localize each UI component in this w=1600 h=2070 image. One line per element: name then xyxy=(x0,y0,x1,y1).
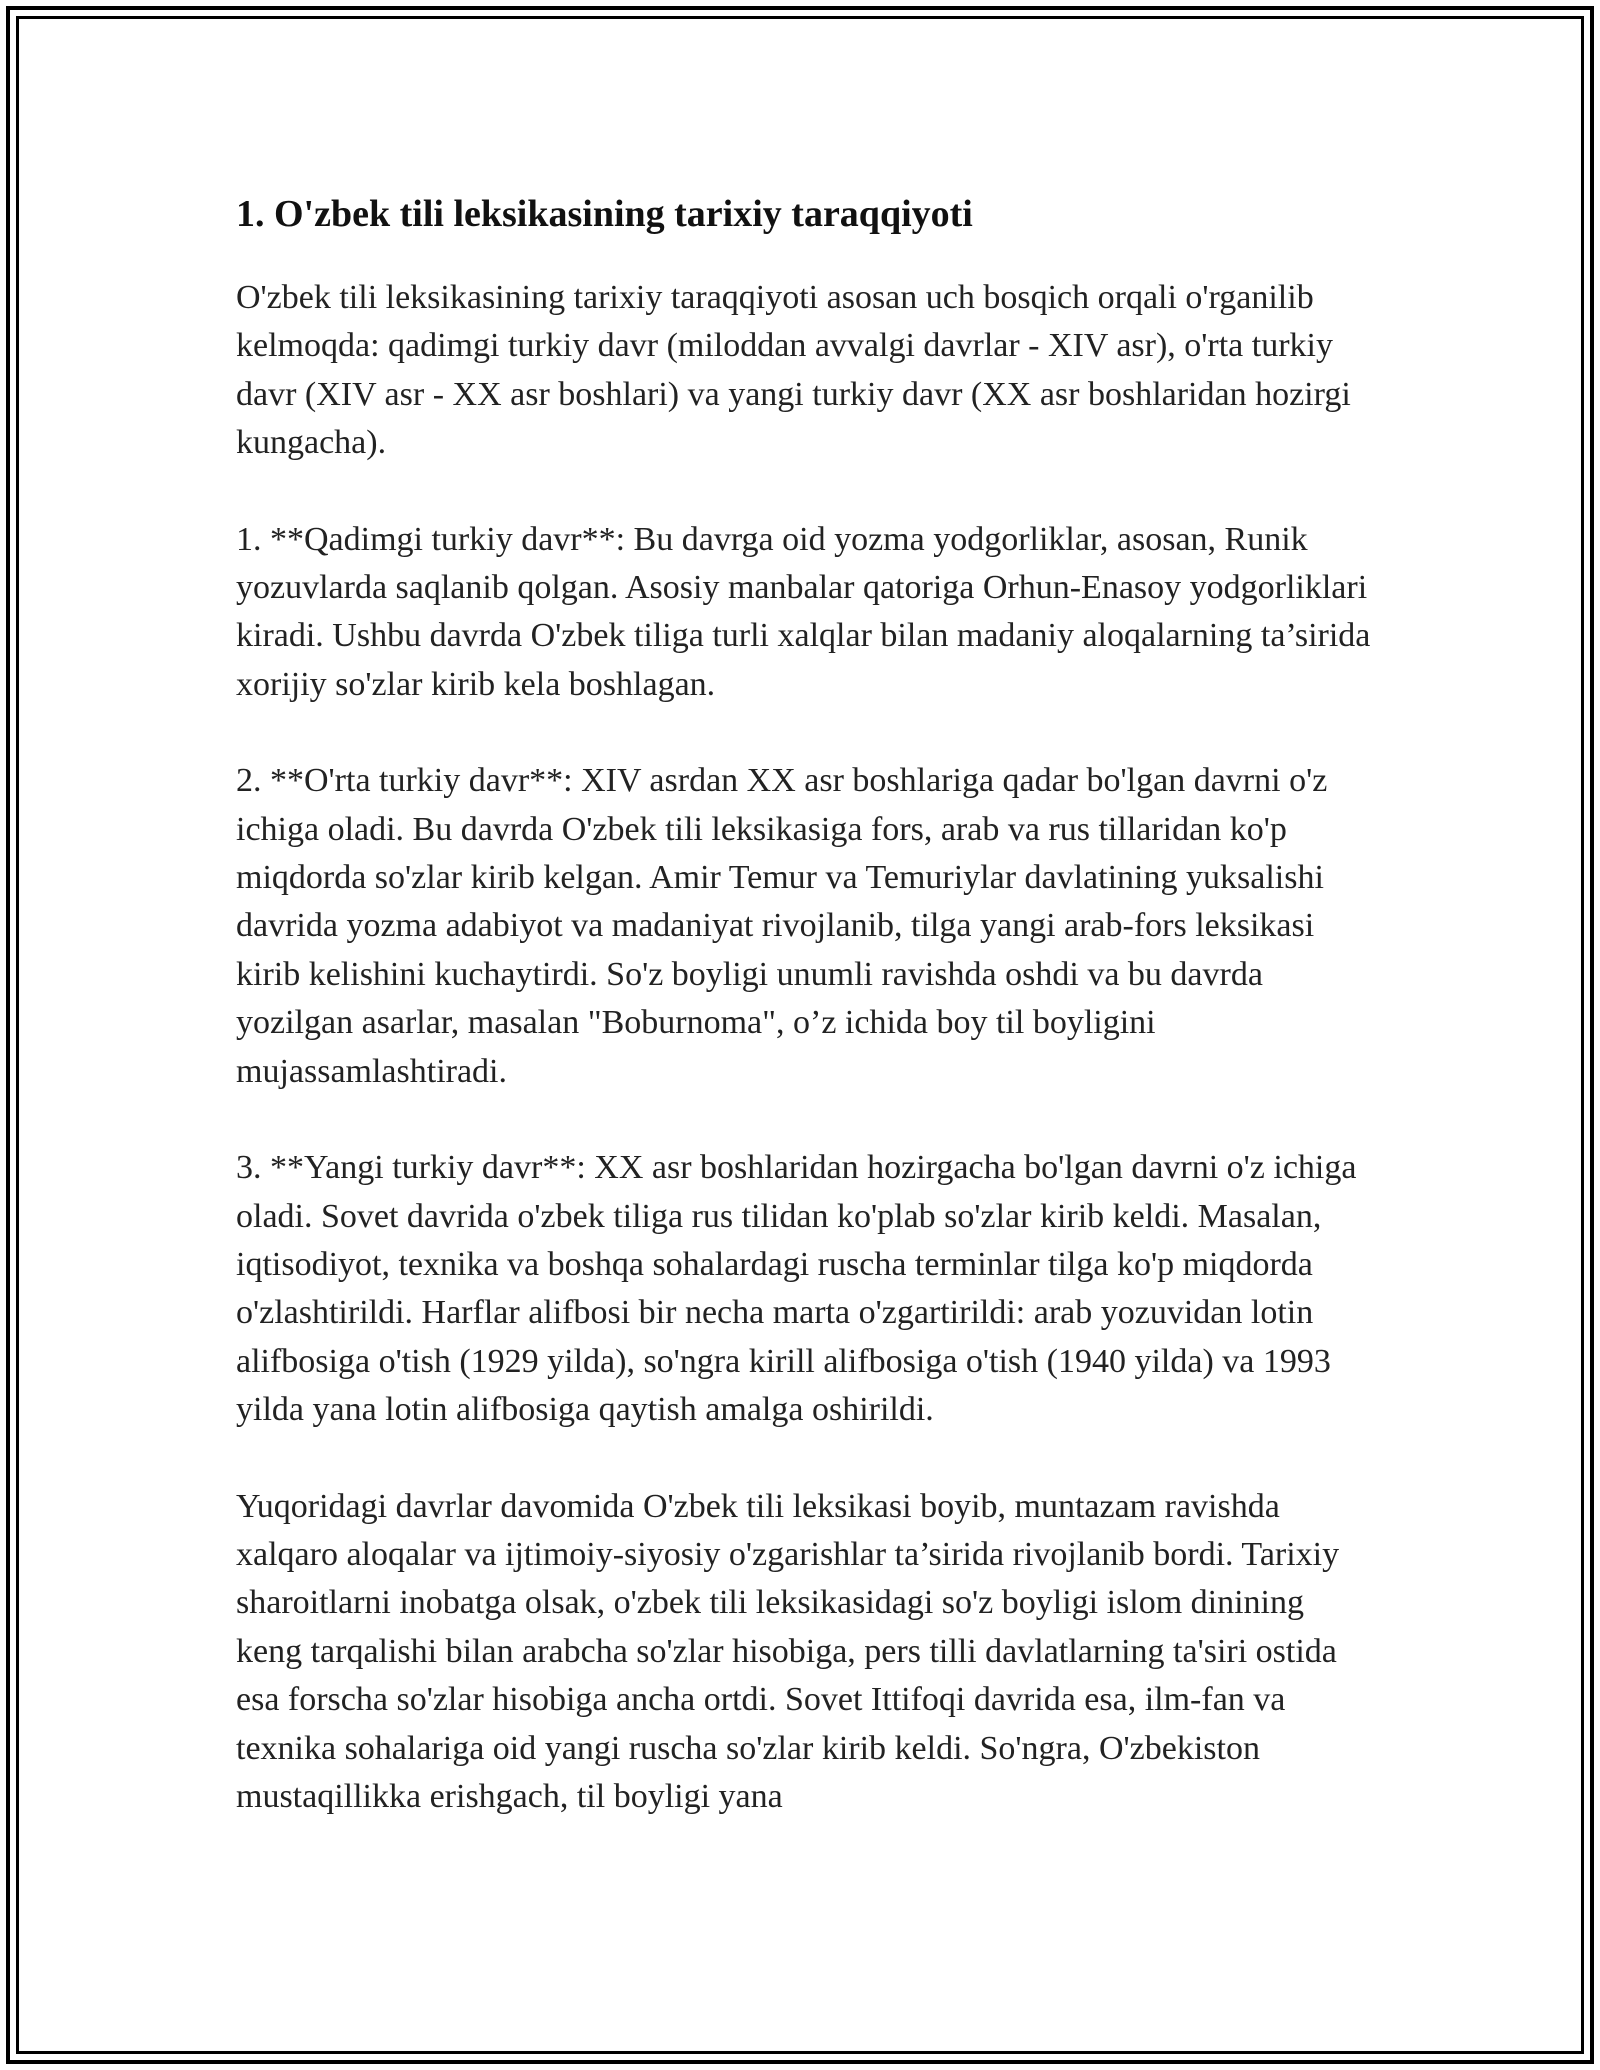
middle-period-paragraph: 2. **O'rta turkiy davr**: XIV asrdan XX asr boshlariga qadar bo'lgan davrni o'z ichiga oladi. Bu davrda O'zbek tili leksikasiga fors, arab va rus tillaridan ko'p miqdorda so'zlar kirib kelgan. Amir Temur va Temuriylar davlatining yuksalishi davrida yozma adabiyot va madaniyat rivojlanib, tilga yangi arab-fors leksikasi kirib kelishini kuchaytirdi. So'z boyligi unumli ravishda oshdi va bu davrda yozilgan asarlar, masalan "Boburnoma", o’z ichida boy til boyligini mujassamlashtiradi. xyxy=(236,762,1328,1090)
document-title: 1. O'zbek tili leksikasining tarixiy taraqqiyoti xyxy=(236,193,973,235)
intro-paragraph: O'zbek tili leksikasining tarixiy taraqqiyoti asosan uch bosqich orqali o'rganilib kelmoqda: qadimgi turkiy davr (miloddan avvalgi davrlar - XIV asr), o'rta turkiy davr (XIV asr - XX asr boshlari) va yangi turkiy davr (XX asr boshlaridan hozirgi kungacha). xyxy=(236,279,1351,462)
new-period-paragraph: 3. **Yangi turkiy davr**: XX asr boshlaridan hozirgacha bo'lgan davrni o'z ichiga oladi. Sovet davrida o'zbek tiliga rus tilidan ko'plab so'zlar kirib keldi. Masalan, iqtisodiyot, texnika va boshqa sohalardagi ruscha terminlar tilga ko'p miqdorda o'zlashtirildi. Harflar alifbosi bir necha marta o'zgartirildi: arab yozuvidan lotin alifbosiga o'tish (1929 yilda), so'ngra kirill alifbosiga o'tish (1940 yilda) va 1993 yilda yana lotin alifbosiga qaytish amalga oshirildi. xyxy=(236,1149,1357,1429)
summary-paragraph: Yuqoridagi davrlar davomida O'zbek tili leksikasi boyib, muntazam ravishda xalqaro aloqalar va ijtimoiy-siyosiy o'zgarishlar ta’sirida rivojlanib bordi. Tarixiy sharoitlarni inobatga olsak, o'zbek tili leksikasidagi so'z boyligi islom dinining keng tarqalishi bilan arabcha so'zlar hisobiga, pers tilli davlatlarning ta'siri ostida esa forscha so'zlar hisobiga ancha ortdi. Sovet Ittifoqi davrida esa, ilm-fan va texnika sohalariga oid yangi ruscha so'zlar kirib keldi. So'ngra, O'zbekiston mustaqillikka erishgach, til boyligi yana xyxy=(236,1487,1340,1815)
ancient-period-paragraph: 1. **Qadimgi turkiy davr**: Bu davrga oid yozma yodgorliklar, asosan, Runik yozuvlarda saqlanib qolgan. Asosiy manbalar qatoriga Orhun-Enasoy yodgorliklari kiradi. Ushbu davrda O'zbek tiliga turli xalqlar bilan madaniy aloqalarning ta’sirida xorijiy so'zlar kirib kela boshlagan. xyxy=(236,520,1371,703)
document-body xyxy=(236,184,1372,1869)
